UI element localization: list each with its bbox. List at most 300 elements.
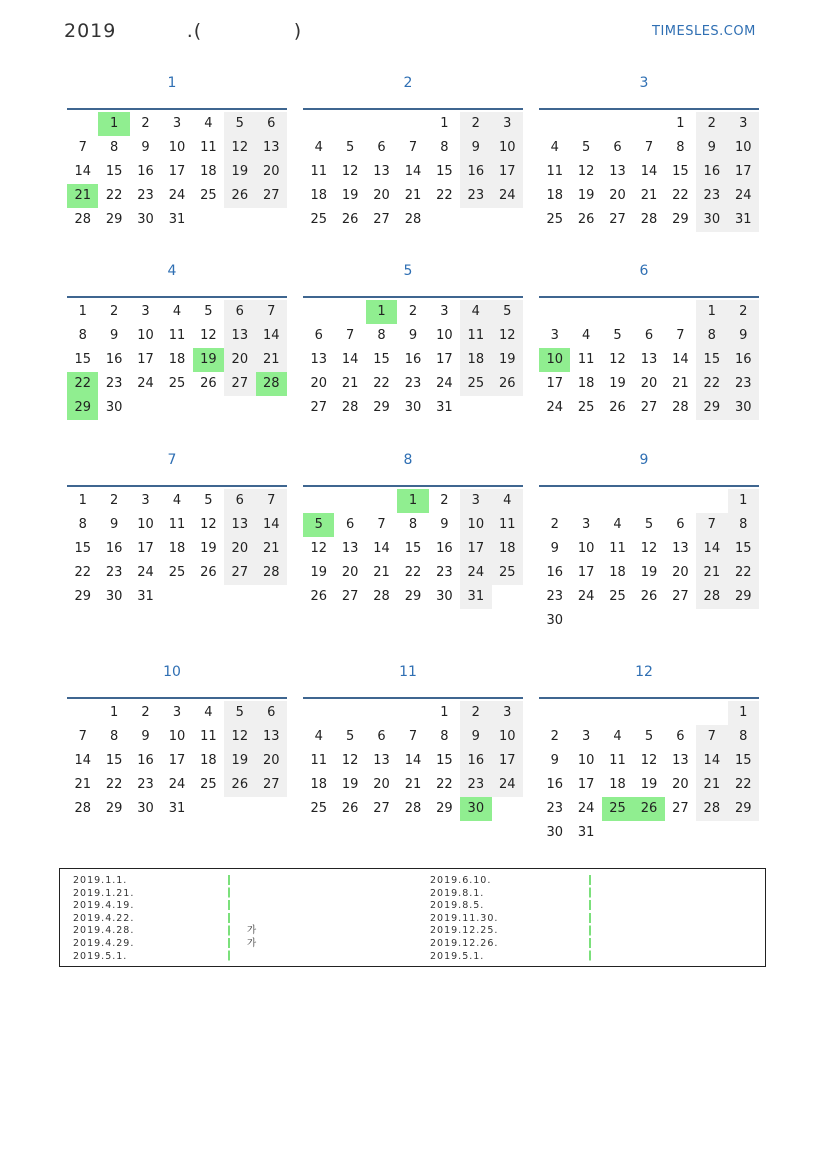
empty-cell xyxy=(193,797,224,821)
day-cell: 24 xyxy=(168,188,186,203)
day-cell: 11 xyxy=(200,729,217,744)
day-cell: 21 xyxy=(696,561,727,585)
day-cell: 6 xyxy=(676,729,685,744)
day-cell: 19 xyxy=(640,777,658,792)
day-cell: 13 xyxy=(310,352,327,367)
day-cell: 8 xyxy=(728,513,759,537)
legend-left-bar xyxy=(228,875,230,961)
day-cell: 12 xyxy=(577,164,595,179)
day-cell: 26 xyxy=(640,589,658,604)
empty-cell xyxy=(570,489,601,513)
day-cell: 14 xyxy=(696,749,727,773)
day-cell: 27 xyxy=(310,400,327,415)
month-rule xyxy=(303,697,523,699)
day-cell: 14 xyxy=(672,352,689,367)
day-cell: 26 xyxy=(224,773,255,797)
day-cell: 8 xyxy=(408,517,418,532)
day-cell: 20 xyxy=(341,565,359,580)
day-cell: 29 xyxy=(67,396,98,420)
day-cell: 14 xyxy=(74,753,91,768)
day-cell: 14 xyxy=(373,541,390,556)
day-cell: 13 xyxy=(672,753,689,768)
day-cell: 23 xyxy=(137,777,154,792)
day-cell: 19 xyxy=(492,348,523,372)
day-cell: 23 xyxy=(546,801,563,816)
day-cell: 30 xyxy=(105,400,123,415)
day-grid xyxy=(67,112,287,232)
day-cell: 31 xyxy=(137,589,154,604)
day-cell: 25 xyxy=(602,797,633,821)
empty-cell xyxy=(492,208,523,232)
empty-cell xyxy=(602,609,633,633)
day-cell: 29 xyxy=(728,797,759,821)
day-cell: 13 xyxy=(672,541,689,556)
empty-cell xyxy=(539,300,570,324)
day-cell: 5 xyxy=(204,304,213,319)
empty-cell xyxy=(633,821,664,845)
day-cell: 25 xyxy=(168,565,186,580)
day-cell: 26 xyxy=(609,400,626,415)
day-cell: 7 xyxy=(256,489,287,513)
day-cell: 26 xyxy=(224,184,255,208)
empty-cell xyxy=(633,701,664,725)
legend-entry: 2019.12.26. xyxy=(430,937,499,949)
day-cell: 11 xyxy=(460,324,491,348)
day-cell: 19 xyxy=(341,188,359,203)
day-cell: 23 xyxy=(728,372,759,396)
day-cell: 4 xyxy=(172,304,182,319)
day-cell: 20 xyxy=(640,376,658,391)
day-cell: 31 xyxy=(460,585,491,609)
month-name: 12 xyxy=(635,664,653,680)
day-cell: 10 xyxy=(492,136,523,160)
day-cell: 14 xyxy=(74,164,91,179)
empty-cell xyxy=(334,112,365,136)
day-cell: 9 xyxy=(550,753,559,768)
brand-link[interactable]: TIMESLES.COM xyxy=(652,24,756,39)
day-cell: 3 xyxy=(581,729,591,744)
day-cell: 3 xyxy=(550,328,559,343)
day-cell: 24 xyxy=(728,184,759,208)
day-cell: 20 xyxy=(373,777,390,792)
empty-cell xyxy=(696,701,727,725)
day-cell: 17 xyxy=(168,164,186,179)
empty-cell xyxy=(130,396,161,420)
empty-cell xyxy=(602,300,633,324)
day-cell: 21 xyxy=(67,184,98,208)
day-cell: 9 xyxy=(109,328,119,343)
day-cell: 20 xyxy=(224,537,255,561)
day-cell: 1 xyxy=(440,116,449,131)
day-cell: 5 xyxy=(492,300,523,324)
day-cell: 1 xyxy=(728,489,759,513)
day-cell: 6 xyxy=(377,729,386,744)
day-cell: 28 xyxy=(256,561,287,585)
day-cell: 18 xyxy=(200,164,217,179)
day-cell: 17 xyxy=(492,749,523,773)
day-cell: 9 xyxy=(460,725,491,749)
day-cell: 28 xyxy=(696,585,727,609)
day-cell: 1 xyxy=(728,701,759,725)
day-cell: 29 xyxy=(74,589,91,604)
day-cell: 30 xyxy=(404,400,422,415)
month-rule xyxy=(303,485,523,487)
day-cell: 30 xyxy=(546,825,563,840)
day-cell: 8 xyxy=(728,725,759,749)
day-cell: 11 xyxy=(310,753,327,768)
day-cell: 17 xyxy=(577,565,595,580)
holiday-legend xyxy=(59,868,766,967)
empty-cell xyxy=(161,585,192,609)
day-cell: 6 xyxy=(644,328,654,343)
day-cell: 28 xyxy=(672,400,689,415)
empty-cell xyxy=(570,300,601,324)
day-cell: 29 xyxy=(404,589,422,604)
day-cell: 3 xyxy=(141,304,150,319)
day-cell: 30 xyxy=(137,212,154,227)
day-cell: 8 xyxy=(78,517,87,532)
day-cell: 9 xyxy=(109,517,119,532)
day-cell: 10 xyxy=(436,328,453,343)
day-cell: 29 xyxy=(373,400,390,415)
empty-cell xyxy=(224,396,255,420)
day-cell: 28 xyxy=(404,801,422,816)
day-cell: 16 xyxy=(137,164,154,179)
day-cell: 27 xyxy=(256,184,287,208)
day-cell: 12 xyxy=(492,324,523,348)
day-cell: 8 xyxy=(440,729,449,744)
day-cell: 8 xyxy=(696,324,727,348)
day-cell: 13 xyxy=(224,513,255,537)
day-cell: 24 xyxy=(436,376,453,391)
day-cell: 23 xyxy=(436,565,453,580)
empty-cell xyxy=(539,112,570,136)
day-cell: 19 xyxy=(609,376,626,391)
day-cell: 12 xyxy=(200,517,217,532)
day-cell: 20 xyxy=(310,376,327,391)
legend-entry: 2019.4.28. xyxy=(73,925,135,937)
day-cell: 16 xyxy=(728,348,759,372)
day-cell: 6 xyxy=(224,489,255,513)
day-cell: 12 xyxy=(640,541,658,556)
day-cell: 27 xyxy=(256,773,287,797)
day-cell: 28 xyxy=(256,372,287,396)
day-cell: 25 xyxy=(310,212,327,227)
day-cell: 13 xyxy=(341,541,359,556)
day-cell: 23 xyxy=(105,565,123,580)
day-cell: 12 xyxy=(609,352,626,367)
day-cell: 23 xyxy=(137,188,154,203)
day-cell: 14 xyxy=(256,513,287,537)
day-cell: 11 xyxy=(168,328,186,343)
day-cell: 7 xyxy=(696,513,727,537)
day-cell: 19 xyxy=(341,777,359,792)
day-cell: 21 xyxy=(672,376,689,391)
day-cell: 10 xyxy=(137,328,154,343)
empty-cell xyxy=(334,489,365,513)
empty-cell xyxy=(665,701,696,725)
empty-cell xyxy=(602,112,633,136)
day-cell: 8 xyxy=(109,140,119,155)
day-cell: 26 xyxy=(310,589,327,604)
day-cell: 10 xyxy=(728,136,759,160)
day-cell: 31 xyxy=(168,212,186,227)
day-cell: 8 xyxy=(78,328,87,343)
month-name: 9 xyxy=(639,452,649,468)
month-rule xyxy=(303,296,523,298)
empty-cell xyxy=(728,609,759,633)
day-cell: 29 xyxy=(696,396,727,420)
day-cell: 15 xyxy=(74,541,91,556)
day-cell: 14 xyxy=(341,352,359,367)
day-cell: 6 xyxy=(314,328,323,343)
day-grid xyxy=(303,701,523,821)
empty-cell xyxy=(224,797,255,821)
day-cell: 30 xyxy=(436,589,453,604)
day-cell: 27 xyxy=(224,561,255,585)
day-cell: 27 xyxy=(672,589,689,604)
empty-cell xyxy=(492,585,523,609)
empty-cell xyxy=(397,701,428,725)
day-cell: 24 xyxy=(546,400,563,415)
empty-cell xyxy=(366,489,397,513)
day-cell: 6 xyxy=(256,701,287,725)
day-cell: 11 xyxy=(492,513,523,537)
day-cell: 17 xyxy=(460,537,491,561)
legend-entry: 2019.8.1. xyxy=(430,887,485,899)
day-cell: 18 xyxy=(310,188,327,203)
empty-cell xyxy=(67,112,98,136)
day-cell: 7 xyxy=(408,729,418,744)
day-cell: 24 xyxy=(577,589,595,604)
day-cell: 6 xyxy=(224,300,255,324)
day-cell: 18 xyxy=(200,753,217,768)
legend-right-bar xyxy=(589,875,591,961)
day-cell: 11 xyxy=(200,140,217,155)
day-cell: 20 xyxy=(672,565,689,580)
day-cell: 29 xyxy=(105,212,123,227)
empty-cell xyxy=(570,701,601,725)
day-cell: 18 xyxy=(310,777,327,792)
month-name: 7 xyxy=(167,452,177,468)
day-cell: 24 xyxy=(168,777,186,792)
day-cell: 14 xyxy=(256,324,287,348)
day-cell: 20 xyxy=(224,348,255,372)
legend-left-dates xyxy=(73,875,134,963)
day-cell: 12 xyxy=(310,541,327,556)
day-cell: 2 xyxy=(550,729,559,744)
day-cell: 16 xyxy=(696,160,727,184)
day-cell: 3 xyxy=(460,489,491,513)
day-cell: 27 xyxy=(609,212,626,227)
day-cell: 18 xyxy=(168,352,186,367)
empty-cell xyxy=(303,489,334,513)
month-name: 1 xyxy=(167,75,177,91)
legend-entry: 가 xyxy=(247,925,258,937)
day-cell: 4 xyxy=(314,729,323,744)
day-cell: 16 xyxy=(460,749,491,773)
day-cell: 28 xyxy=(640,212,658,227)
day-cell: 25 xyxy=(310,801,327,816)
day-cell: 16 xyxy=(404,352,422,367)
day-cell: 20 xyxy=(672,777,689,792)
day-cell: 16 xyxy=(105,541,123,556)
empty-cell xyxy=(492,797,523,821)
day-cell: 16 xyxy=(105,352,123,367)
day-cell: 9 xyxy=(696,136,727,160)
day-cell: 14 xyxy=(640,164,658,179)
day-cell: 2 xyxy=(440,493,449,508)
empty-cell xyxy=(665,609,696,633)
empty-cell xyxy=(633,489,664,513)
day-grid xyxy=(539,701,759,845)
empty-cell xyxy=(193,396,224,420)
day-cell: 22 xyxy=(67,372,98,396)
day-cell: 1 xyxy=(78,493,87,508)
day-cell: 17 xyxy=(492,160,523,184)
empty-cell xyxy=(303,701,334,725)
day-cell: 3 xyxy=(581,517,591,532)
day-cell: 23 xyxy=(404,376,422,391)
day-cell: 2 xyxy=(460,701,491,725)
empty-cell xyxy=(67,701,98,725)
day-cell: 19 xyxy=(310,565,327,580)
empty-cell xyxy=(224,208,255,232)
day-cell: 7 xyxy=(345,328,355,343)
day-cell: 13 xyxy=(256,725,287,749)
day-cell: 16 xyxy=(436,541,453,556)
day-cell: 2 xyxy=(728,300,759,324)
day-cell: 23 xyxy=(546,589,563,604)
day-cell: 11 xyxy=(609,753,626,768)
day-cell: 13 xyxy=(373,753,390,768)
empty-cell xyxy=(539,701,570,725)
empty-cell xyxy=(492,396,523,420)
day-cell: 15 xyxy=(436,164,453,179)
day-cell: 3 xyxy=(172,705,182,720)
empty-cell xyxy=(193,208,224,232)
empty-cell xyxy=(602,821,633,845)
day-cell: 25 xyxy=(168,376,186,391)
legend-entry: 2019.4.29. xyxy=(73,937,135,949)
day-cell: 6 xyxy=(377,140,386,155)
day-cell: 26 xyxy=(577,212,595,227)
day-cell: 15 xyxy=(672,164,689,179)
month-name: 5 xyxy=(403,263,413,279)
empty-cell xyxy=(334,300,365,324)
day-cell: 5 xyxy=(204,493,213,508)
day-cell: 25 xyxy=(460,372,491,396)
day-cell: 10 xyxy=(460,513,491,537)
day-cell: 28 xyxy=(404,212,422,227)
day-cell: 7 xyxy=(78,140,87,155)
month-rule xyxy=(539,697,759,699)
day-cell: 4 xyxy=(613,729,622,744)
day-cell: 8 xyxy=(377,328,386,343)
day-cell: 11 xyxy=(577,352,595,367)
day-cell: 31 xyxy=(728,208,759,232)
day-cell: 28 xyxy=(74,801,91,816)
day-cell: 5 xyxy=(613,328,622,343)
day-cell: 4 xyxy=(460,300,491,324)
day-grid xyxy=(67,300,287,420)
day-cell: 24 xyxy=(492,773,523,797)
empty-cell xyxy=(303,300,334,324)
day-cell: 30 xyxy=(546,613,563,628)
day-cell: 30 xyxy=(728,396,759,420)
empty-cell xyxy=(665,489,696,513)
day-cell: 13 xyxy=(640,352,658,367)
day-cell: 7 xyxy=(696,725,727,749)
legend-right-dates xyxy=(430,875,498,963)
day-cell: 16 xyxy=(137,753,154,768)
legend-entry: 2019.12.25. xyxy=(430,925,499,937)
day-cell: 5 xyxy=(644,517,654,532)
day-cell: 13 xyxy=(224,324,255,348)
legend-entry: 가 xyxy=(247,937,258,949)
empty-cell xyxy=(366,701,397,725)
day-cell: 6 xyxy=(676,517,685,532)
day-cell: 15 xyxy=(373,352,390,367)
day-cell: 31 xyxy=(436,400,453,415)
day-cell: 21 xyxy=(373,565,390,580)
day-cell: 18 xyxy=(168,541,186,556)
day-cell: 18 xyxy=(460,348,491,372)
day-cell: 6 xyxy=(256,112,287,136)
day-grid xyxy=(539,112,759,232)
day-cell: 18 xyxy=(577,376,595,391)
month-rule xyxy=(67,296,287,298)
day-cell: 19 xyxy=(224,749,255,773)
day-cell: 27 xyxy=(672,801,689,816)
day-cell: 23 xyxy=(696,184,727,208)
day-cell: 28 xyxy=(373,589,390,604)
day-cell: 2 xyxy=(696,112,727,136)
empty-cell xyxy=(665,821,696,845)
day-grid xyxy=(303,300,523,420)
day-cell: 11 xyxy=(546,164,563,179)
day-cell: 5 xyxy=(345,140,355,155)
day-cell: 25 xyxy=(200,188,217,203)
day-cell: 15 xyxy=(404,541,422,556)
day-cell: 15 xyxy=(105,164,123,179)
day-cell: 8 xyxy=(440,140,449,155)
month-name: 4 xyxy=(167,263,177,279)
day-cell: 13 xyxy=(373,164,390,179)
day-cell: 21 xyxy=(74,777,91,792)
day-cell: 24 xyxy=(492,184,523,208)
day-cell: 21 xyxy=(256,537,287,561)
month-rule xyxy=(539,485,759,487)
day-cell: 24 xyxy=(460,561,491,585)
day-cell: 4 xyxy=(492,489,523,513)
legend-entry xyxy=(247,913,257,926)
day-cell: 9 xyxy=(408,328,418,343)
empty-cell xyxy=(256,396,287,420)
day-cell: 15 xyxy=(728,749,759,773)
day-cell: 14 xyxy=(404,753,422,768)
day-cell: 18 xyxy=(609,777,626,792)
day-cell: 1 xyxy=(366,300,397,324)
day-cell: 18 xyxy=(492,537,523,561)
day-cell: 19 xyxy=(224,160,255,184)
legend-entry: 2019.5.1. xyxy=(73,950,128,962)
day-cell: 7 xyxy=(644,140,654,155)
empty-cell xyxy=(570,112,601,136)
day-cell: 25 xyxy=(577,400,595,415)
month-rule xyxy=(67,697,287,699)
day-cell: 29 xyxy=(672,212,689,227)
